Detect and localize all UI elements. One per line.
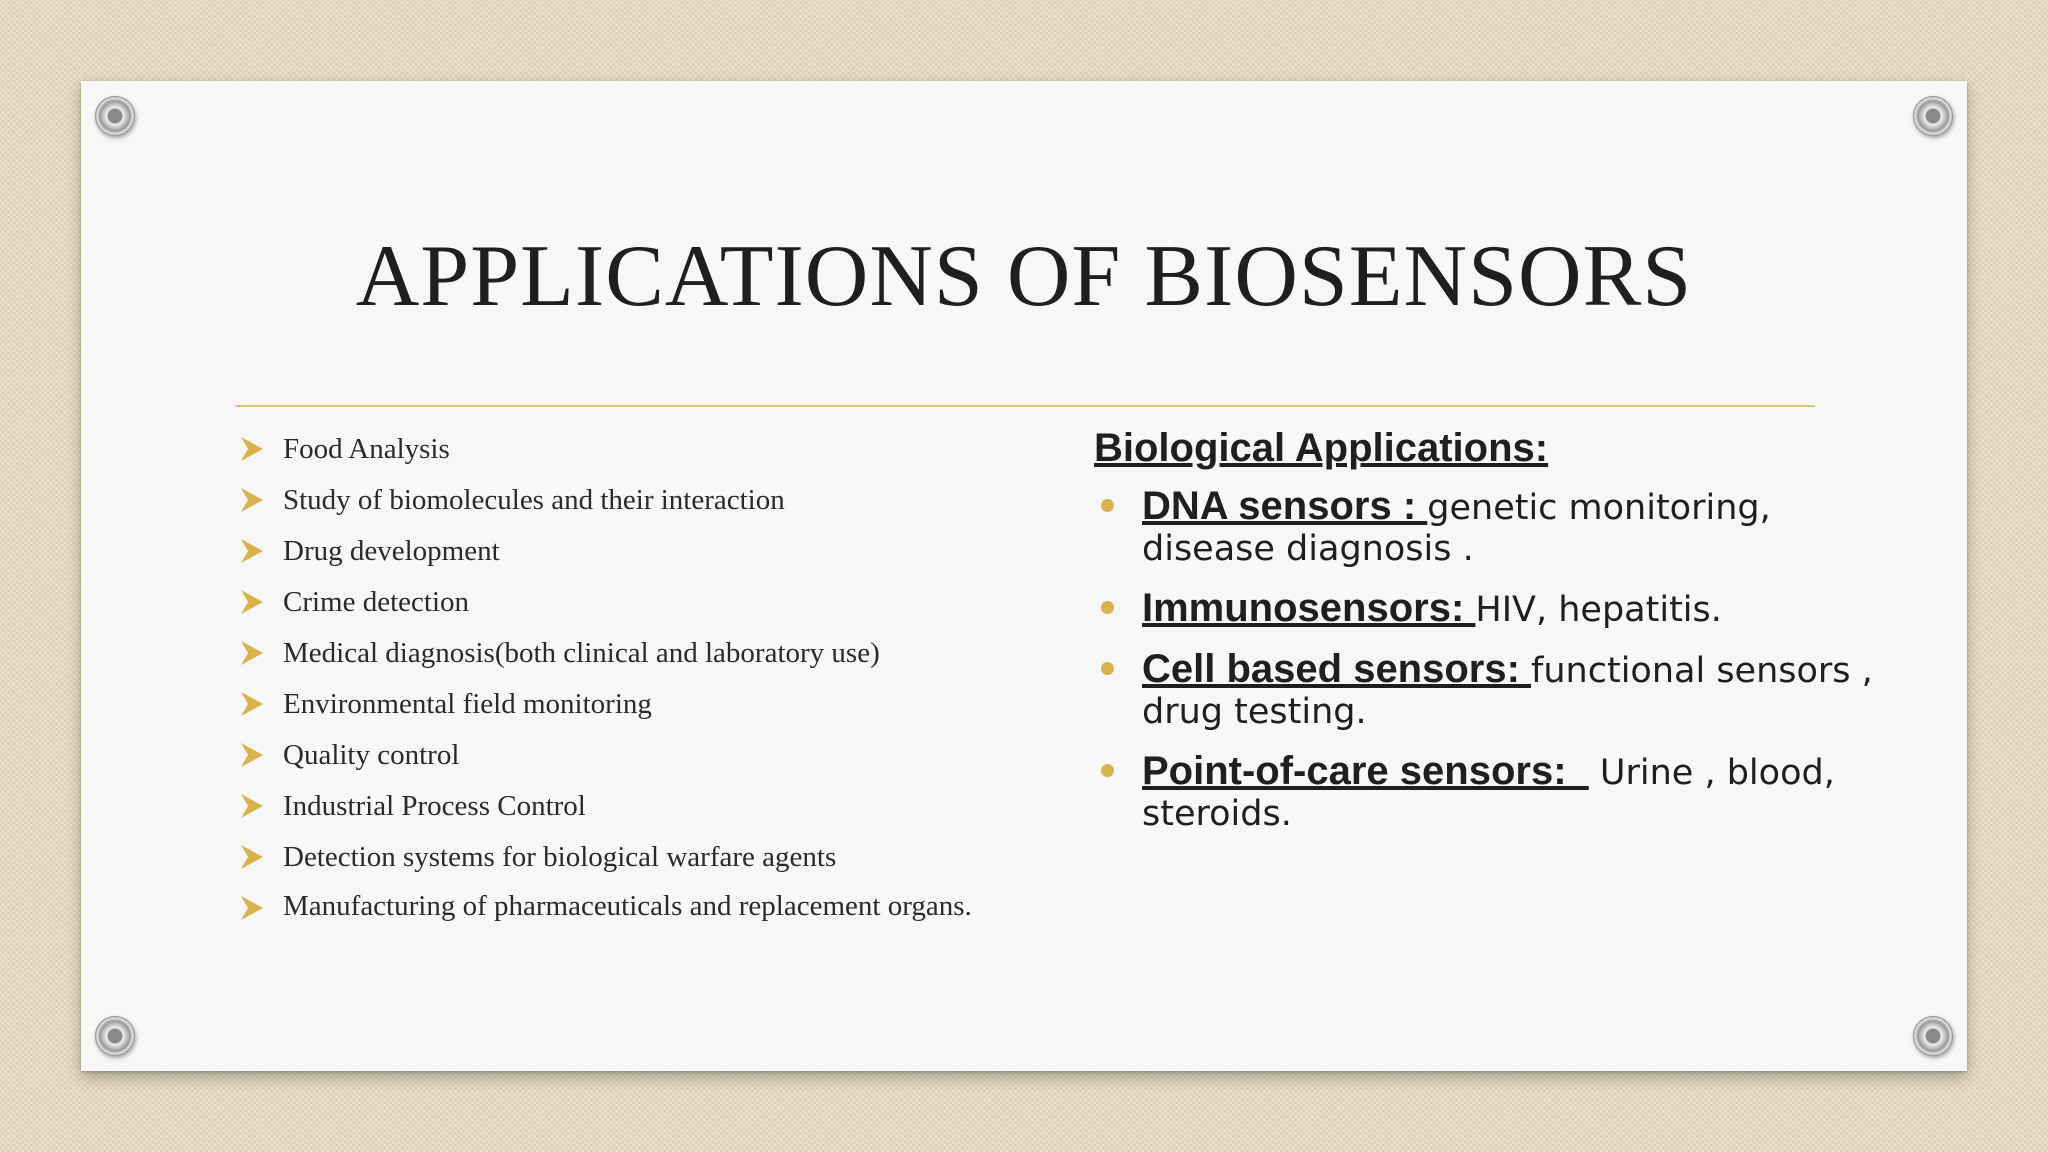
list-item xyxy=(235,839,995,875)
item-term: Immunosensors: xyxy=(1142,586,1476,630)
list-item xyxy=(235,686,995,722)
list-item xyxy=(1094,588,1884,631)
dot-bullet-icon xyxy=(1101,764,1114,777)
dot-bullet-icon xyxy=(1101,662,1114,675)
rivet-icon xyxy=(95,1016,135,1056)
arrow-bullet-icon xyxy=(239,635,265,671)
item-term: DNA sensors : xyxy=(1142,484,1428,528)
arrow-bullet-icon xyxy=(239,788,265,824)
list-item-label: Drug development xyxy=(283,535,500,567)
dot-bullet-icon xyxy=(1101,499,1114,512)
list-item-label: Study of biomolecules and their interaction xyxy=(283,484,785,516)
rivet-icon xyxy=(1913,1016,1953,1056)
section-heading: Biological Applications: xyxy=(1094,426,1549,470)
list-item xyxy=(235,737,995,773)
item-description: functional sensors , drug testing. xyxy=(1142,651,1873,732)
list-item xyxy=(1094,649,1884,733)
slide xyxy=(81,81,1967,1071)
list-item xyxy=(235,635,995,671)
list-item xyxy=(235,584,995,620)
arrow-bullet-icon xyxy=(239,686,265,722)
list-item xyxy=(235,431,995,467)
arrow-bullet-icon xyxy=(239,533,265,569)
title-divider xyxy=(235,405,1815,407)
rivet-icon xyxy=(1913,96,1953,136)
list-item xyxy=(235,788,995,824)
list-item-label: Detection systems for biological warfare agents xyxy=(283,841,837,873)
list-item xyxy=(1094,486,1884,570)
biological-applications xyxy=(1094,424,1884,853)
arrow-bullet-icon xyxy=(239,737,265,773)
slide-title: APPLICATIONS OF BIOSENSORS xyxy=(355,228,1693,325)
list-item xyxy=(235,482,995,518)
item-term: Cell based sensors: xyxy=(1142,647,1532,691)
arrow-bullet-icon xyxy=(239,431,265,467)
item-description: HIV, hepatitis. xyxy=(1475,590,1722,630)
item-term: Point-of-care sensors: xyxy=(1142,749,1589,793)
rivet-icon xyxy=(95,96,135,136)
list-item-label: Environmental field monitoring xyxy=(283,688,652,720)
list-item-label: Crime detection xyxy=(283,586,470,618)
item-description: Urine , blood, steroids. xyxy=(1142,753,1835,834)
arrow-bullet-icon xyxy=(239,890,265,926)
biological-list xyxy=(1094,486,1884,835)
list-item xyxy=(235,890,995,922)
arrow-bullet-icon xyxy=(239,839,265,875)
list-item xyxy=(235,533,995,569)
item-description: genetic monitoring, disease diagnosis . xyxy=(1142,488,1771,569)
arrow-bullet-icon xyxy=(239,482,265,518)
arrow-bullet-icon xyxy=(239,584,265,620)
list-item xyxy=(1094,751,1884,835)
list-item-label: Food Analysis xyxy=(283,433,450,465)
applications-list xyxy=(235,431,995,937)
list-item-label: Medical diagnosis(both clinical and laboratory use) xyxy=(283,637,880,669)
list-item-label: Manufacturing of pharmaceuticals and replacement organs. xyxy=(283,890,972,922)
list-item-label: Quality control xyxy=(283,739,460,771)
dot-bullet-icon xyxy=(1101,601,1114,614)
list-item-label: Industrial Process Control xyxy=(283,790,586,822)
